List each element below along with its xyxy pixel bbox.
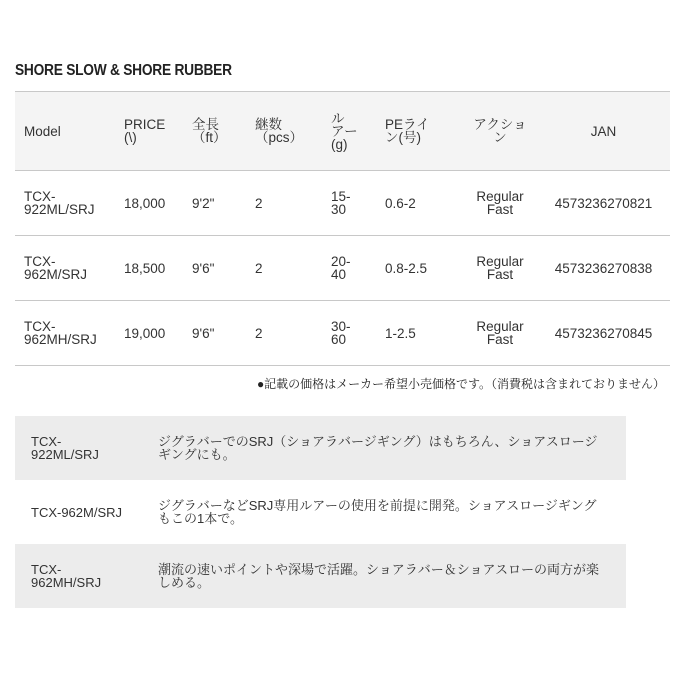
header-pieces bbox=[255, 92, 331, 171]
cell-price: 18,000 bbox=[124, 171, 192, 236]
cell-jan: 4573236270838 bbox=[537, 236, 670, 301]
header-length bbox=[192, 92, 255, 171]
header-jan bbox=[537, 92, 670, 171]
cell-jan: 4573236270845 bbox=[537, 301, 670, 366]
table-row bbox=[15, 171, 670, 236]
header-model bbox=[15, 92, 124, 171]
description-model bbox=[15, 544, 158, 608]
cell-lure bbox=[331, 171, 385, 236]
table-row bbox=[15, 236, 670, 301]
description-text bbox=[158, 480, 626, 544]
description-model-line-2: 962MH/SRJ bbox=[31, 575, 102, 590]
header-lure-label-1: ル bbox=[331, 110, 345, 126]
model-line-2: 962M/SRJ bbox=[24, 267, 88, 282]
cell-model bbox=[15, 171, 124, 236]
cell-price: 18,500 bbox=[124, 236, 192, 301]
action-line-1: Regular bbox=[476, 189, 524, 204]
cell-lure bbox=[331, 301, 385, 366]
description-text-line-2: ギングにも。 bbox=[158, 447, 236, 462]
description-text-line-2: もこの1本で。 bbox=[158, 511, 243, 526]
cell-pe-line: 0.8-2.5 bbox=[385, 236, 463, 301]
description-model bbox=[15, 480, 158, 544]
cell-length: 9'6" bbox=[192, 301, 255, 366]
cell-pieces: 2 bbox=[255, 171, 331, 236]
header-pe-label-1: PEライ bbox=[385, 117, 430, 132]
description-text bbox=[158, 416, 626, 480]
lure-line-1: 20- bbox=[331, 254, 351, 269]
lure-line-2: 40 bbox=[331, 267, 347, 282]
cell-jan: 4573236270821 bbox=[537, 171, 670, 236]
header-action-label-2: ン bbox=[493, 130, 507, 145]
lure-line-2: 60 bbox=[331, 332, 347, 347]
model-line-1: TCX- bbox=[24, 319, 56, 334]
description-text-line-1: ジグラバーなどSRJ専用ルアーの使用を前提に開発。ショアスロージギング bbox=[158, 498, 597, 513]
action-line-1: Regular bbox=[476, 254, 524, 269]
page-title: SHORE SLOW & SHORE RUBBER bbox=[15, 62, 232, 79]
description-row bbox=[15, 416, 626, 480]
header-lure-label-2: アー bbox=[331, 123, 358, 139]
header-pe-label-2: ン(号) bbox=[385, 130, 421, 145]
lure-line-1: 15- bbox=[331, 189, 351, 204]
model-line-1: TCX- bbox=[24, 189, 56, 204]
cell-pe-line: 1-2.5 bbox=[385, 301, 463, 366]
header-length-unit: （ft） bbox=[192, 130, 227, 145]
description-model bbox=[15, 416, 158, 480]
cell-action bbox=[463, 171, 537, 236]
action-line-2: Fast bbox=[486, 202, 514, 217]
header-pe-line bbox=[385, 92, 463, 171]
cell-pieces: 2 bbox=[255, 301, 331, 366]
description-model-line-1: TCX-962M/SRJ bbox=[31, 504, 123, 520]
price-note: ●記載の価格はメーカー希望小売価格です。（消費税は含まれておりません） bbox=[256, 377, 665, 391]
action-line-2: Fast bbox=[486, 267, 514, 282]
header-lure bbox=[331, 92, 385, 171]
header-pieces-unit: （pcs） bbox=[255, 130, 304, 145]
description-text-line-1: ジグラバーでのSRJ（ショアラバージギング）はもちろん、ショアスロージ bbox=[158, 434, 598, 449]
description-model-line-1: TCX- bbox=[31, 562, 62, 577]
model-line-1: TCX- bbox=[24, 254, 56, 269]
cell-pe-line: 0.6-2 bbox=[385, 171, 463, 236]
description-model-line-1: TCX- bbox=[31, 434, 62, 449]
description-row bbox=[15, 480, 626, 544]
table-row bbox=[15, 301, 670, 366]
description-text bbox=[158, 544, 626, 608]
description-text-line-1: 潮流の速いポイントや深場で活躍。ショアラバー＆ショアスローの両方が楽 bbox=[158, 562, 599, 577]
header-pieces-label: 継数 bbox=[255, 117, 282, 132]
cell-length: 9'2" bbox=[192, 171, 255, 236]
header-lure-unit: (g) bbox=[331, 136, 348, 152]
cell-model bbox=[15, 301, 124, 366]
lure-line-2: 30 bbox=[331, 202, 347, 217]
header-action-label-1: アクショ bbox=[473, 117, 527, 132]
header-price bbox=[124, 92, 192, 171]
header-jan-label: JAN bbox=[590, 123, 617, 139]
lure-line-1: 30- bbox=[331, 319, 351, 334]
cell-lure bbox=[331, 236, 385, 301]
header-price-unit: (\) bbox=[124, 130, 137, 145]
cell-length: 9'6" bbox=[192, 236, 255, 301]
model-line-2: 922ML/SRJ bbox=[24, 202, 95, 217]
cell-model bbox=[15, 236, 124, 301]
action-line-1: Regular bbox=[476, 319, 524, 334]
header-price-label: PRICE bbox=[124, 117, 166, 132]
description-model-line-2: 922ML/SRJ bbox=[31, 447, 99, 462]
header-action bbox=[463, 92, 537, 171]
cell-price: 19,000 bbox=[124, 301, 192, 366]
header-model-label: Model bbox=[24, 123, 61, 139]
cell-pieces: 2 bbox=[255, 236, 331, 301]
description-text-line-2: しめる。 bbox=[158, 575, 211, 590]
description-row bbox=[15, 544, 626, 608]
spec-header-row bbox=[15, 92, 670, 171]
cell-action bbox=[463, 236, 537, 301]
action-line-2: Fast bbox=[486, 332, 514, 347]
header-length-label: 全長 bbox=[192, 117, 219, 132]
spec-table bbox=[15, 91, 670, 366]
description-table bbox=[15, 416, 626, 608]
model-line-2: 962MH/SRJ bbox=[24, 332, 97, 347]
cell-action bbox=[463, 301, 537, 366]
